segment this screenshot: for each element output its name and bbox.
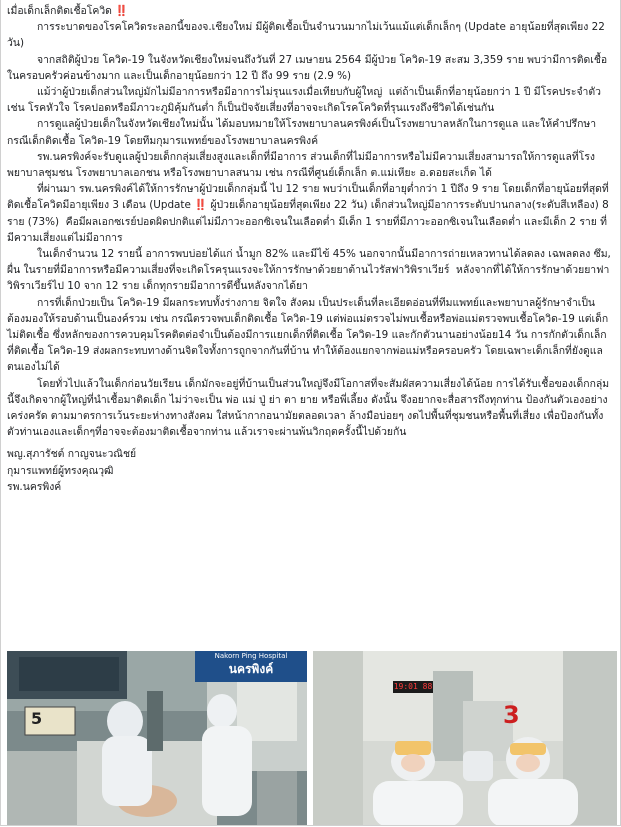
- hospital-sign: [195, 651, 307, 682]
- post-body: [7, 3, 613, 495]
- post-headline: เมื่อเด็กเล็กติดเชื้อโควิด ‼️: [7, 5, 129, 17]
- hospital-sign-thai: นครพิงค์: [228, 662, 274, 676]
- post-paragraph: ในเด็กจำนวน 12 รายนี้ อาการพบบ่อยได้แก่ น้ำมูก 82% และมีไข้ 45% นอกจากนั้นมีอาการถ่ายเหลวทานได้ลดลง เฉพลดลง ซึม, ผื่น ในรายที่มีอาการหรือมีความเสี่ยงที่จะเกิดโรครุนแรงจะให้การรักษาด้วยยาต้านไวรัสฟาวิพิราเวียร์ หลังจากที่ได้ให้การรักษาด้วยยาฟาวิพิราเวียร์ไป 10 จาก 12 ราย เด็กทุกรายมีอาการดีขึ้นหลังจากได้ยา: [7, 248, 615, 293]
- post-paragraph: การระบาดของโรคโควิดระลอกนี้ของจ.เชียงใหม่ มีผู้ติดเชื้อเป็นจำนวนมากไม่เว้นแม้แต่เด็กเล็กๆ (Update อายุน้อยที่สุดเพียง 22 วัน): [7, 21, 609, 50]
- signature-hospital: รพ.นครพิงค์: [7, 480, 62, 493]
- post-paragraph: ที่ผ่านมา รพ.นครพิงค์ได้ให้การรักษาผู้ป่วยเด็กกลุ่มนี้ ไป 12 ราย พบว่าเป็นเด็กที่อายุต่ำกว่า 1 ปีถึง 9 ราย โดยเด็กที่อายุน้อยที่สุดที่ติดเชื้อโควิดมีอายุเพียง 3 เดือน (Update ‼️ ผู้ป่วยเด็กอายุน้อยที่สุดเพียง 22 วัน) เด็กส่วนใหญ่มีอาการระดับปานกลาง(ระดับสีเหลือง) 8 ราย (73%) คือมีผลเอกซเรย์ปอดผิดปกติแต่ไม่มีภาวะออกซิเจนในเลือดต่ำ มีเด็ก 1 รายที่มีภาวะออกซิเจนในเลือดต่ำ และมีเด็ก 2 ราย ที่มีความเสี่ยงแต่ไม่มีอาการ: [7, 183, 613, 244]
- hospital-sign-english: Nakorn Ping Hospital: [214, 652, 288, 660]
- post-paragraph: แม้ว่าผู้ป่วยเด็กส่วนใหญ่มักไม่มีอาการหรือมีอาการไม่รุนแรงเมื่อเทียบกับผู้ใหญ่ แต่ถ้าเป็นเด็กที่อายุน้อยกว่า 1 ปี มีโรคประจำตัว เช่น โรคหัวใจ โรคปอดหรือมีภาวะภูมิคุ้มกันต่ำ ก็เป็นปัจจัยเสี่ยงที่อาจจะเกิดโรคโควิดที่รุนแรงถึงชีวิตได้เช่นกัน: [7, 86, 605, 115]
- post-paragraph: จากสถิติผู้ป่วย โควิด-19 ในจังหวัดเชียงใหม่จนถึงวันที่ 27 เมษายน 2564 มีผู้ป่วย โควิด-19 สะสม 3,359 ราย พบว่ามีการติดเชื้อในครอบครัวค่อนข้างมาก และเป็นเด็กอายุน้อยกว่า 12 ปี ถึง 99 ราย (2.9 %): [7, 53, 608, 82]
- post-paragraph: โดยทั่วไปแล้วในเด็กก่อนวัยเรียน เด็กมักจะอยู่ที่บ้านเป็นส่วนใหญ่จึงมีโอกาสที่จะสัมผัสความเสี่ยงได้น้อย การได้รับเชื้อของเด็กกลุ่มนี้จึงเกิดจากผู้ใหญ่ที่นำเชื้อมาติดเด็ก ไม่ว่าจะเป็น พ่อ แม่ ปู่ ย่า ตา ยาย หรือพี่เลี้ยง ดังนั้น จึงอยากจะสื่อสารถึงทุกท่าน ป้องกันตัวเองอย่างเคร่งครัด ตามมาตรการเว้นระยะห่างทางสังคม ใส่หน้ากากอนามัยตลอดเวลา ล้างมือบ่อยๆ งดไปพื้นที่ชุมชนหรือพื้นที่เสี่ยง เพื่อป้องกันทั้งตัวท่านเองและเด็กๆที่อาจจะต้องมาติดเชื้อจากท่าน แล้วเราจะผ่านพ้นวิกฤตครั้งนี้ไปด้วยกัน: [7, 377, 610, 439]
- wall-clock: 19:01 88: [393, 682, 433, 691]
- signature-block: [7, 446, 613, 495]
- signature-name: พญ.สุภารัชต์ กาญจนะวณิชย์: [7, 448, 137, 461]
- post-paragraph: การดูแลผู้ป่วยเด็กในจังหวัดเชียงใหม่นั้น ได้มอบหมายให้โรงพยาบาลนครพิงค์เป็นโรงพยาบาลหลักในการดูแล และให้คำปรึกษากรณีเด็กติดเชื้อ โควิด-19 โดยทีมกุมารแพทย์ของโรงพยาบาลนครพิงค์: [7, 118, 597, 147]
- photo-ward-right[interactable]: [313, 651, 617, 826]
- room-number-sign: 5: [31, 709, 43, 728]
- photo-grid: [7, 651, 617, 826]
- signature-title: กุมารแพทย์ผู้ทรงคุณวุฒิ: [7, 464, 114, 477]
- photo-ward-left[interactable]: [7, 651, 307, 826]
- post-paragraph: การที่เด็กป่วยเป็น โควิด-19 มีผลกระทบทั้งร่างกาย จิตใจ สังคม เป็นประเด็นที่ละเอียดอ่อนที่ทีมแพทย์และพยาบาลผู้รักษาจำเป็นต้องมองให้รอบด้านเป็นองค์รวม เช่น กรณีตรวจพบเด็กติดเชื้อ โควิด-19 แต่พ่อแม่ตรวจไม่พบเชื้อหรือพ่อแม่ตรวจพบเชื้อโควิด-19 แต่เด็กไม่ติดเชื้อ ซึ่งหลักของการควบคุมโรคติดต่อจำเป็นต้องมีการแยกเด็กที่ติดเชื้อ โควิด-19 และกักตัวนานอย่างน้อย14 วัน การกักตัวเด็กเล็กที่ติดเชื้อ โควิด-19 ส่งผลกระทบทางด้านจิตใจทั้งการถูกจากกันที่บ้าน ทำให้ต้องแยกจากพ่อแม่หรือครอบครัว โดยเฉพาะเด็กเล็กที่ยังดูแลตนเองไม่ได้: [7, 296, 609, 374]
- ppe-staff-photo-illustration: [313, 651, 617, 826]
- double-exclamation-icon: ‼️: [115, 5, 129, 17]
- room-number-sign: 3: [503, 701, 520, 729]
- double-exclamation-icon: ‼️: [194, 199, 208, 212]
- post-paragraph: รพ.นครพิงค์จะรับดูแลผู้ป่วยเด็กกลุ่มเสี่ยงสูงและเด็กที่มีอาการ ส่วนเด็กที่ไม่มีอาการหรือไม่มีความเสี่ยงสามารถให้การดูแลที่โรงพยาบาลชุมชน โรงพยาบาลเอกชน หรือโรงพยาบาลสนาม เช่น กรณีที่ศูนย์เด็กเล็ก ต.แม่เหียะ อ.ดอยสะเก็ด ได้: [7, 150, 595, 180]
